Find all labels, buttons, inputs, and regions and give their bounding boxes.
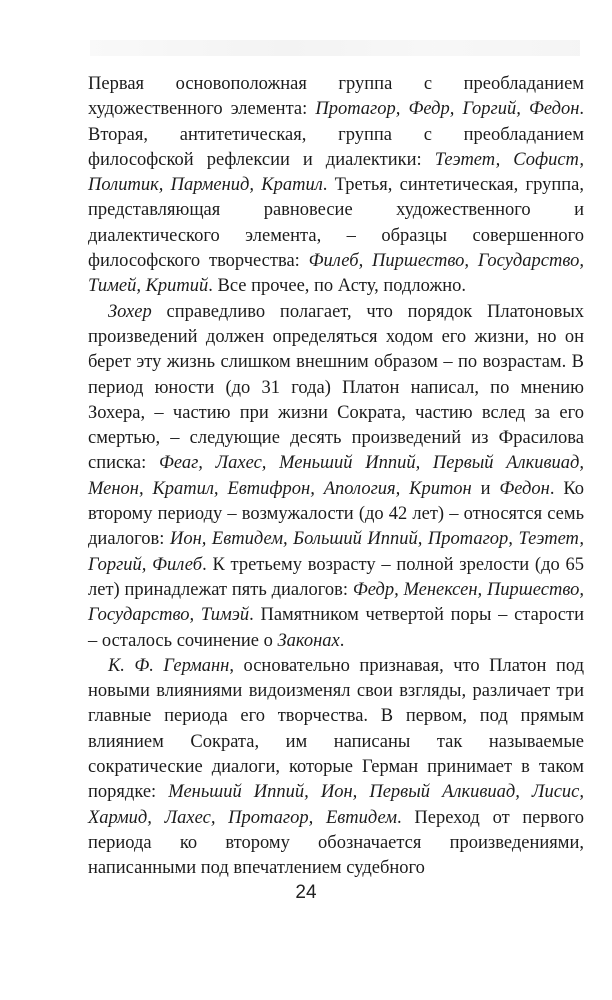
body-text: . Все прочее, по Асту, подложно. (208, 276, 467, 297)
italic-title-text: Федон (499, 478, 550, 499)
italic-title-text: Меньший Иппий, Ион, Первый Алкивиад, Лисис, Хармид, Лахес, Протагор, Евтидем (88, 782, 585, 828)
paragraph (88, 654, 584, 882)
paragraph (88, 300, 584, 654)
body-text: Первая основоположная группа с преобладанием художественного элемента: (88, 74, 584, 120)
body-text: . К третьему возрасту – полной зрелости (до 65 лет) принадлежат пять диалогов: (88, 554, 584, 600)
italic-title-text: К. Ф. Германн (108, 655, 230, 676)
italic-title-text: Ион, Евтидем, Больший Иппий, Протагор, Теэтет, Горгий, Филеб (88, 529, 584, 575)
body-text: . Переход от первого периода ко второму обозначается произведениями, написанными под впечатлением судебного (88, 807, 584, 879)
italic-title-text: Протагор, Федр, Горгий, Федон (315, 99, 580, 120)
italic-title-text: Филеб, Пиршество, Государство, Тимей, Критий (88, 251, 584, 297)
page-number: 24 (295, 882, 317, 903)
body-text: справедливо полагает, что порядок Платоновых произведений должен определяться ходом его жизни, но он берет эту жизнь слишком внешним образом – по возрастам. В период юности (до 31 года) Платон написал, по мнению Зохера, – частию при жизни Сократа, частию вслед за его смертью, – следующие десять произведений из Фрасилова списка: (88, 301, 584, 474)
body-text: . Памятником четвертой поры – старости – осталось сочинение о (88, 605, 584, 651)
body-text: . Вторая, антитетическая, группа с преобладанием философской рефлексии и диалектики: (88, 99, 584, 170)
page-body (88, 72, 584, 882)
italic-title-text: Федр, Менексен, Пиршество, Государство, Тимэй (88, 579, 584, 626)
italic-title-text: Теэтет, Софист, Политик, Парменид, Кратил (88, 149, 584, 196)
header-rule (90, 40, 580, 56)
body-text: . Третья, синтетическая, группа, представляющая равновесие художественного и диалектического элемента, – образцы совершенного философского творчества: (88, 175, 584, 272)
body-text: и (471, 478, 500, 499)
body-text: . Ко второму периоду – возмужалости (до 42 лет) – относятся семь диалогов: (88, 478, 585, 550)
body-text: , основательно признавая, что Платон под новыми влияниями видоизменял свои взгляды, различает три главные периода его творчества. В первом, под прямым влиянием Сократа, им написаны так называемые сократические диалоги, которые Герман принимает в таком порядке: (88, 655, 584, 803)
body-text: . (339, 630, 345, 651)
italic-title-text: Законах (277, 630, 340, 651)
italic-title-text: Зохер (108, 301, 152, 322)
paragraph (88, 72, 584, 300)
italic-title-text: Феаг, Лахес, Меньший Иппий, Первый Алкивиад, Менон, Кратил, Евтифрон, Апология, Критон (88, 453, 584, 499)
